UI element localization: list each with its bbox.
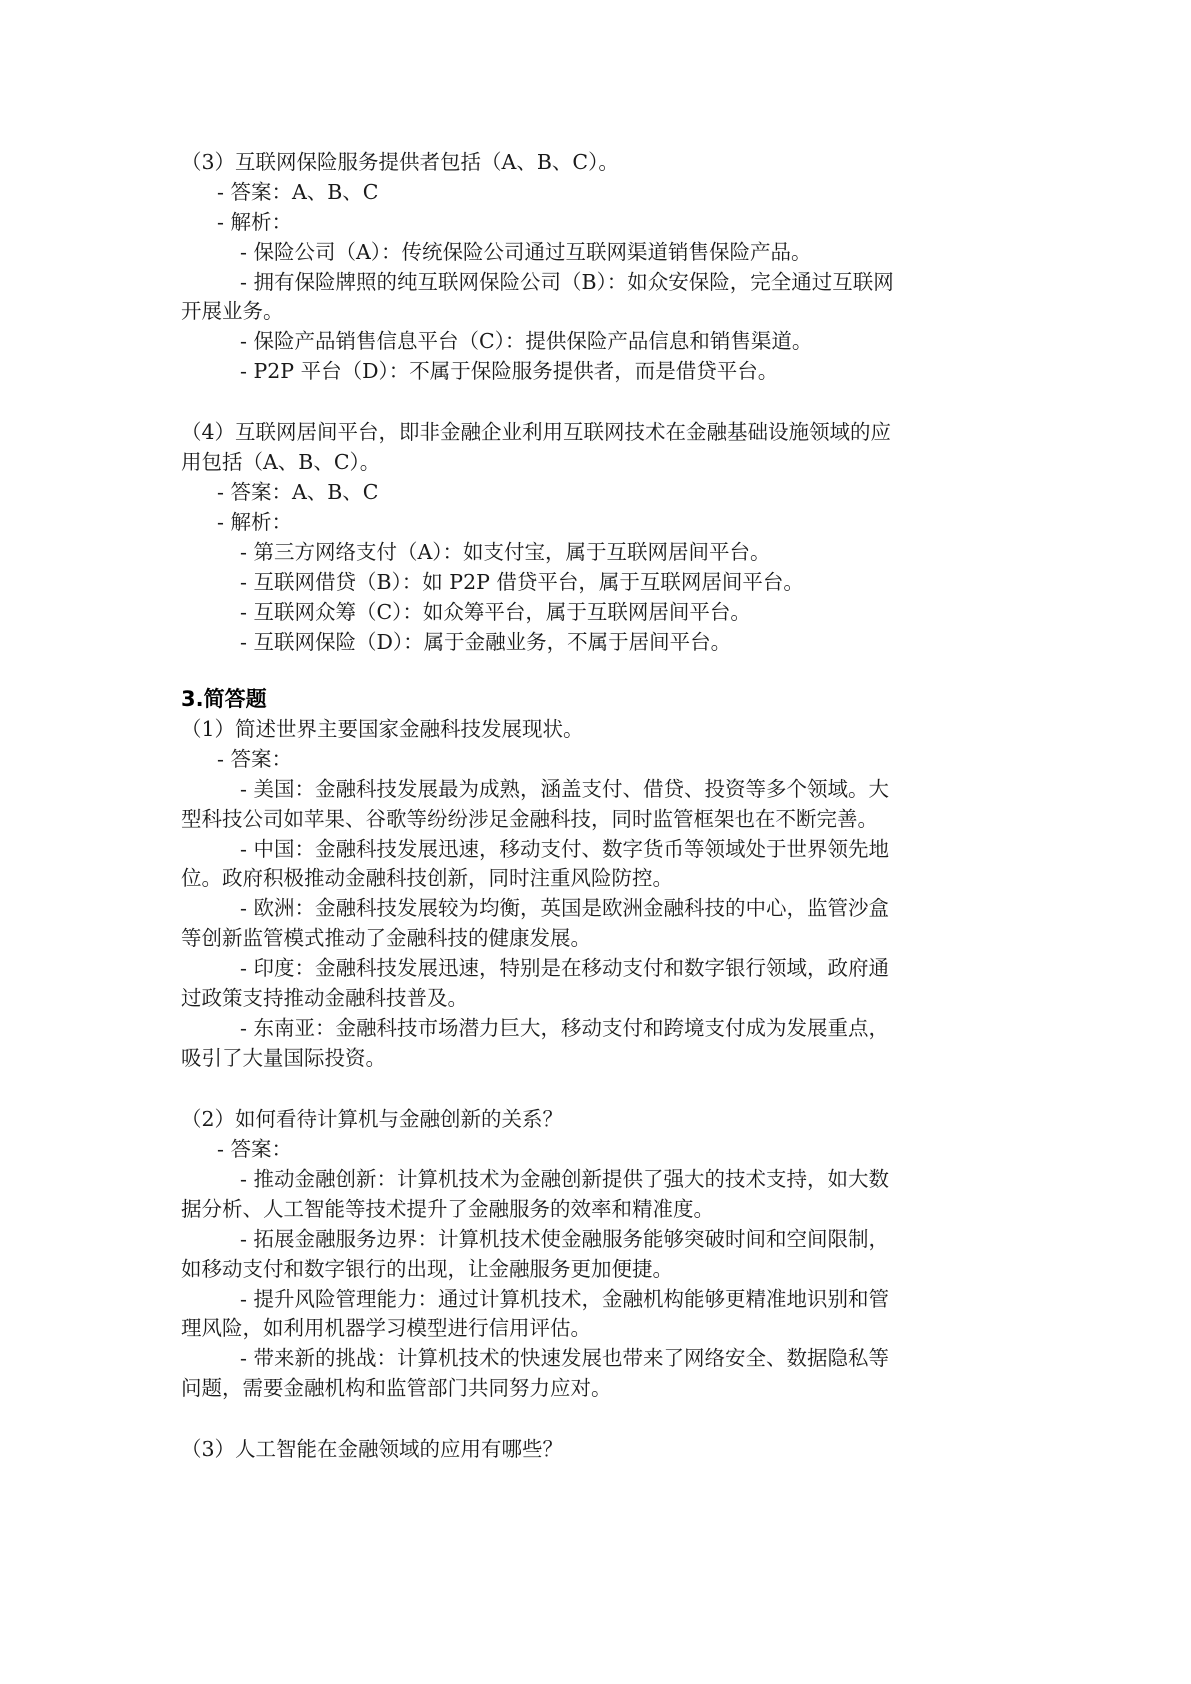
analysis-item: - 互联网保险（D）：属于金融业务，不属于居间平台。 [240, 630, 732, 654]
answer-text-line: - 带来新的挑战：计算机技术的快速发展也带来了网络安全、数据隐私等 [240, 1346, 889, 1370]
answer-text-line: - 拓展金融服务边界：计算机技术使金融服务能够突破时间和空间限制， [240, 1227, 889, 1251]
analysis-item: - 拥有保险牌照的纯互联网保险公司（B）：如众安保险，完全通过互联网 [240, 270, 894, 294]
answer-text-line: 型科技公司如苹果、谷歌等纷纷涉足金融科技，同时监管框架也在不断完善。 [181, 807, 878, 831]
analysis-item: - 第三方网络支付（A）：如支付宝，属于互联网居间平台。 [240, 540, 771, 564]
analysis-item: - 互联网借贷（B）：如 P2P 借贷平台，属于互联网居间平台。 [240, 570, 804, 594]
analysis-item-continued: 开展业务。 [181, 299, 284, 323]
answer-label: - 答案： [217, 1137, 292, 1161]
analysis-item: - 互联网众筹（C）：如众筹平台，属于互联网居间平台。 [240, 600, 751, 624]
question-4-intermediary: （4）互联网居间平台，即非金融企业利用互联网技术在金融基础设施领域的应 [181, 420, 892, 444]
question-4-intermediary-continued: 用包括（A、B、C）。 [181, 450, 381, 474]
question-3-insurance: （3）互联网保险服务提供者包括（A、B、C）。 [181, 150, 619, 174]
answer-text-line: 如移动支付和数字银行的出现，让金融服务更加便捷。 [181, 1257, 673, 1281]
analysis-item: - 保险产品销售信息平台（C）：提供保险产品信息和销售渠道。 [240, 329, 813, 353]
short-answer-question-3: （3）人工智能在金融领域的应用有哪些？ [181, 1437, 564, 1461]
answer-line: - 答案：A、B、C [217, 480, 379, 504]
answer-text-line: 过政策支持推动金融科技普及。 [181, 986, 468, 1010]
analysis-item: - 保险公司（A）：传统保险公司通过互联网渠道销售保险产品。 [240, 240, 812, 264]
answer-text-line: - 印度：金融科技发展迅速，特别是在移动支付和数字银行领域，政府通 [240, 956, 889, 980]
answer-line: - 答案：A、B、C [217, 180, 379, 204]
answer-label: - 答案： [217, 747, 292, 771]
answer-text-line: 吸引了大量国际投资。 [181, 1046, 386, 1070]
analysis-label: - 解析： [217, 510, 292, 534]
answer-text-line: 问题，需要金融机构和监管部门共同努力应对。 [181, 1376, 612, 1400]
analysis-item: - P2P 平台（D）：不属于保险服务提供者，而是借贷平台。 [240, 359, 779, 383]
answer-text-line: - 中国：金融科技发展迅速，移动支付、数字货币等领域处于世界领先地 [240, 837, 889, 861]
answer-text-line: - 提升风险管理能力：通过计算机技术，金融机构能够更精准地识别和管 [240, 1287, 889, 1311]
analysis-label: - 解析： [217, 210, 292, 234]
answer-text-line: - 美国：金融科技发展最为成熟，涵盖支付、借贷、投资等多个领域。大 [240, 777, 889, 801]
answer-text-line: - 东南亚：金融科技市场潜力巨大，移动支付和跨境支付成为发展重点， [240, 1016, 889, 1040]
answer-text-line: 位。政府积极推动金融科技创新，同时注重风险防控。 [181, 866, 673, 890]
short-answer-question-1: （1）简述世界主要国家金融科技发展现状。 [181, 717, 584, 741]
answer-text-line: 据分析、人工智能等技术提升了金融服务的效率和精准度。 [181, 1197, 714, 1221]
section-heading: 3.简答题 [181, 687, 267, 711]
short-answer-question-2: （2）如何看待计算机与金融创新的关系？ [181, 1107, 564, 1131]
answer-text-line: 理风险，如利用机器学习模型进行信用评估。 [181, 1316, 591, 1340]
answer-text-line: 等创新监管模式推动了金融科技的健康发展。 [181, 926, 591, 950]
answer-text-line: - 推动金融创新：计算机技术为金融创新提供了强大的技术支持，如大数 [240, 1167, 889, 1191]
answer-text-line: - 欧洲：金融科技发展较为均衡，英国是欧洲金融科技的中心，监管沙盒 [240, 896, 889, 920]
